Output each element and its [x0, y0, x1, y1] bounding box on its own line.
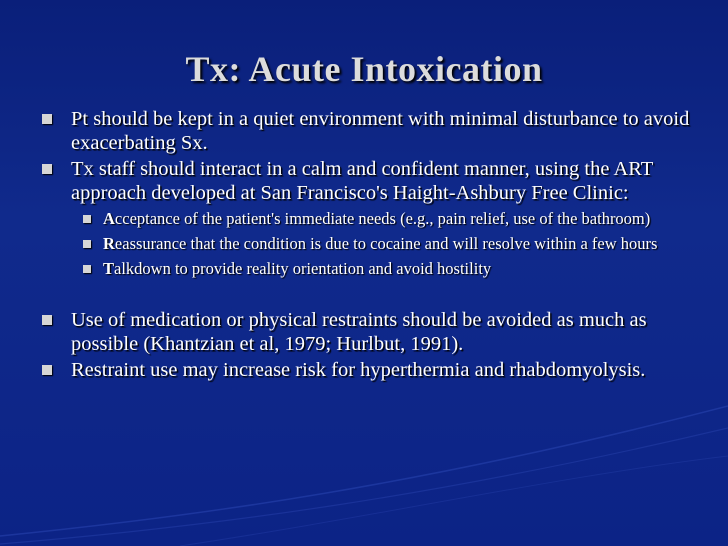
sub-bullet-list: [71, 209, 696, 279]
square-bullet-icon: [83, 240, 91, 248]
bullet-item: [36, 359, 696, 383]
sub-bullet-item: [71, 209, 696, 229]
square-bullet-icon: [42, 365, 52, 375]
square-bullet-icon: [83, 265, 91, 273]
square-bullet-icon: [42, 315, 52, 325]
bullet-text: Pt should be kept in a quiet environment with minimal disturbance to avoid exacerbating Sx.: [71, 108, 690, 154]
sub-bullet-text: cceptance of the patient's immediate needs (e.g., pain relief, use of the bathroom): [114, 209, 651, 228]
bullet-list-top: [36, 108, 696, 279]
sub-bullet-item: [71, 259, 696, 279]
bullet-text: Tx staff should interact in a calm and confident manner, using the ART approach developed at San Francisco's Haight-Ashbury Free Clinic:: [71, 158, 653, 204]
square-bullet-icon: [42, 164, 52, 174]
bullet-text: Restraint use may increase risk for hyperthermia and rhabdomyolysis.: [71, 359, 646, 381]
sub-bullet-text: eassurance that the condition is due to cocaine and will resolve within a few hours: [114, 234, 658, 253]
slide-body: [36, 108, 696, 386]
bullet-item: [36, 108, 696, 155]
spacer: [36, 284, 696, 309]
sub-bullet-text: alkdown to provide reality orientation and avoid hostility: [114, 259, 492, 278]
sub-bullet-initial: A: [103, 209, 115, 228]
sub-bullet-initial: T: [103, 259, 115, 278]
square-bullet-icon: [42, 114, 52, 124]
bullet-item: [36, 158, 696, 279]
bullet-list-bottom: [36, 309, 696, 383]
sub-bullet-item: [71, 234, 696, 254]
background-wave-decoration: [0, 366, 728, 546]
slide-title: Tx: Acute Intoxication: [185, 49, 543, 89]
bullet-item: [36, 309, 696, 356]
bullet-text: Use of medication or physical restraints should be avoided as much as possible (Khantzian et al, 1979; Hurlbut, 1991).: [71, 309, 647, 355]
sub-bullet-initial: R: [103, 234, 115, 253]
square-bullet-icon: [83, 215, 91, 223]
